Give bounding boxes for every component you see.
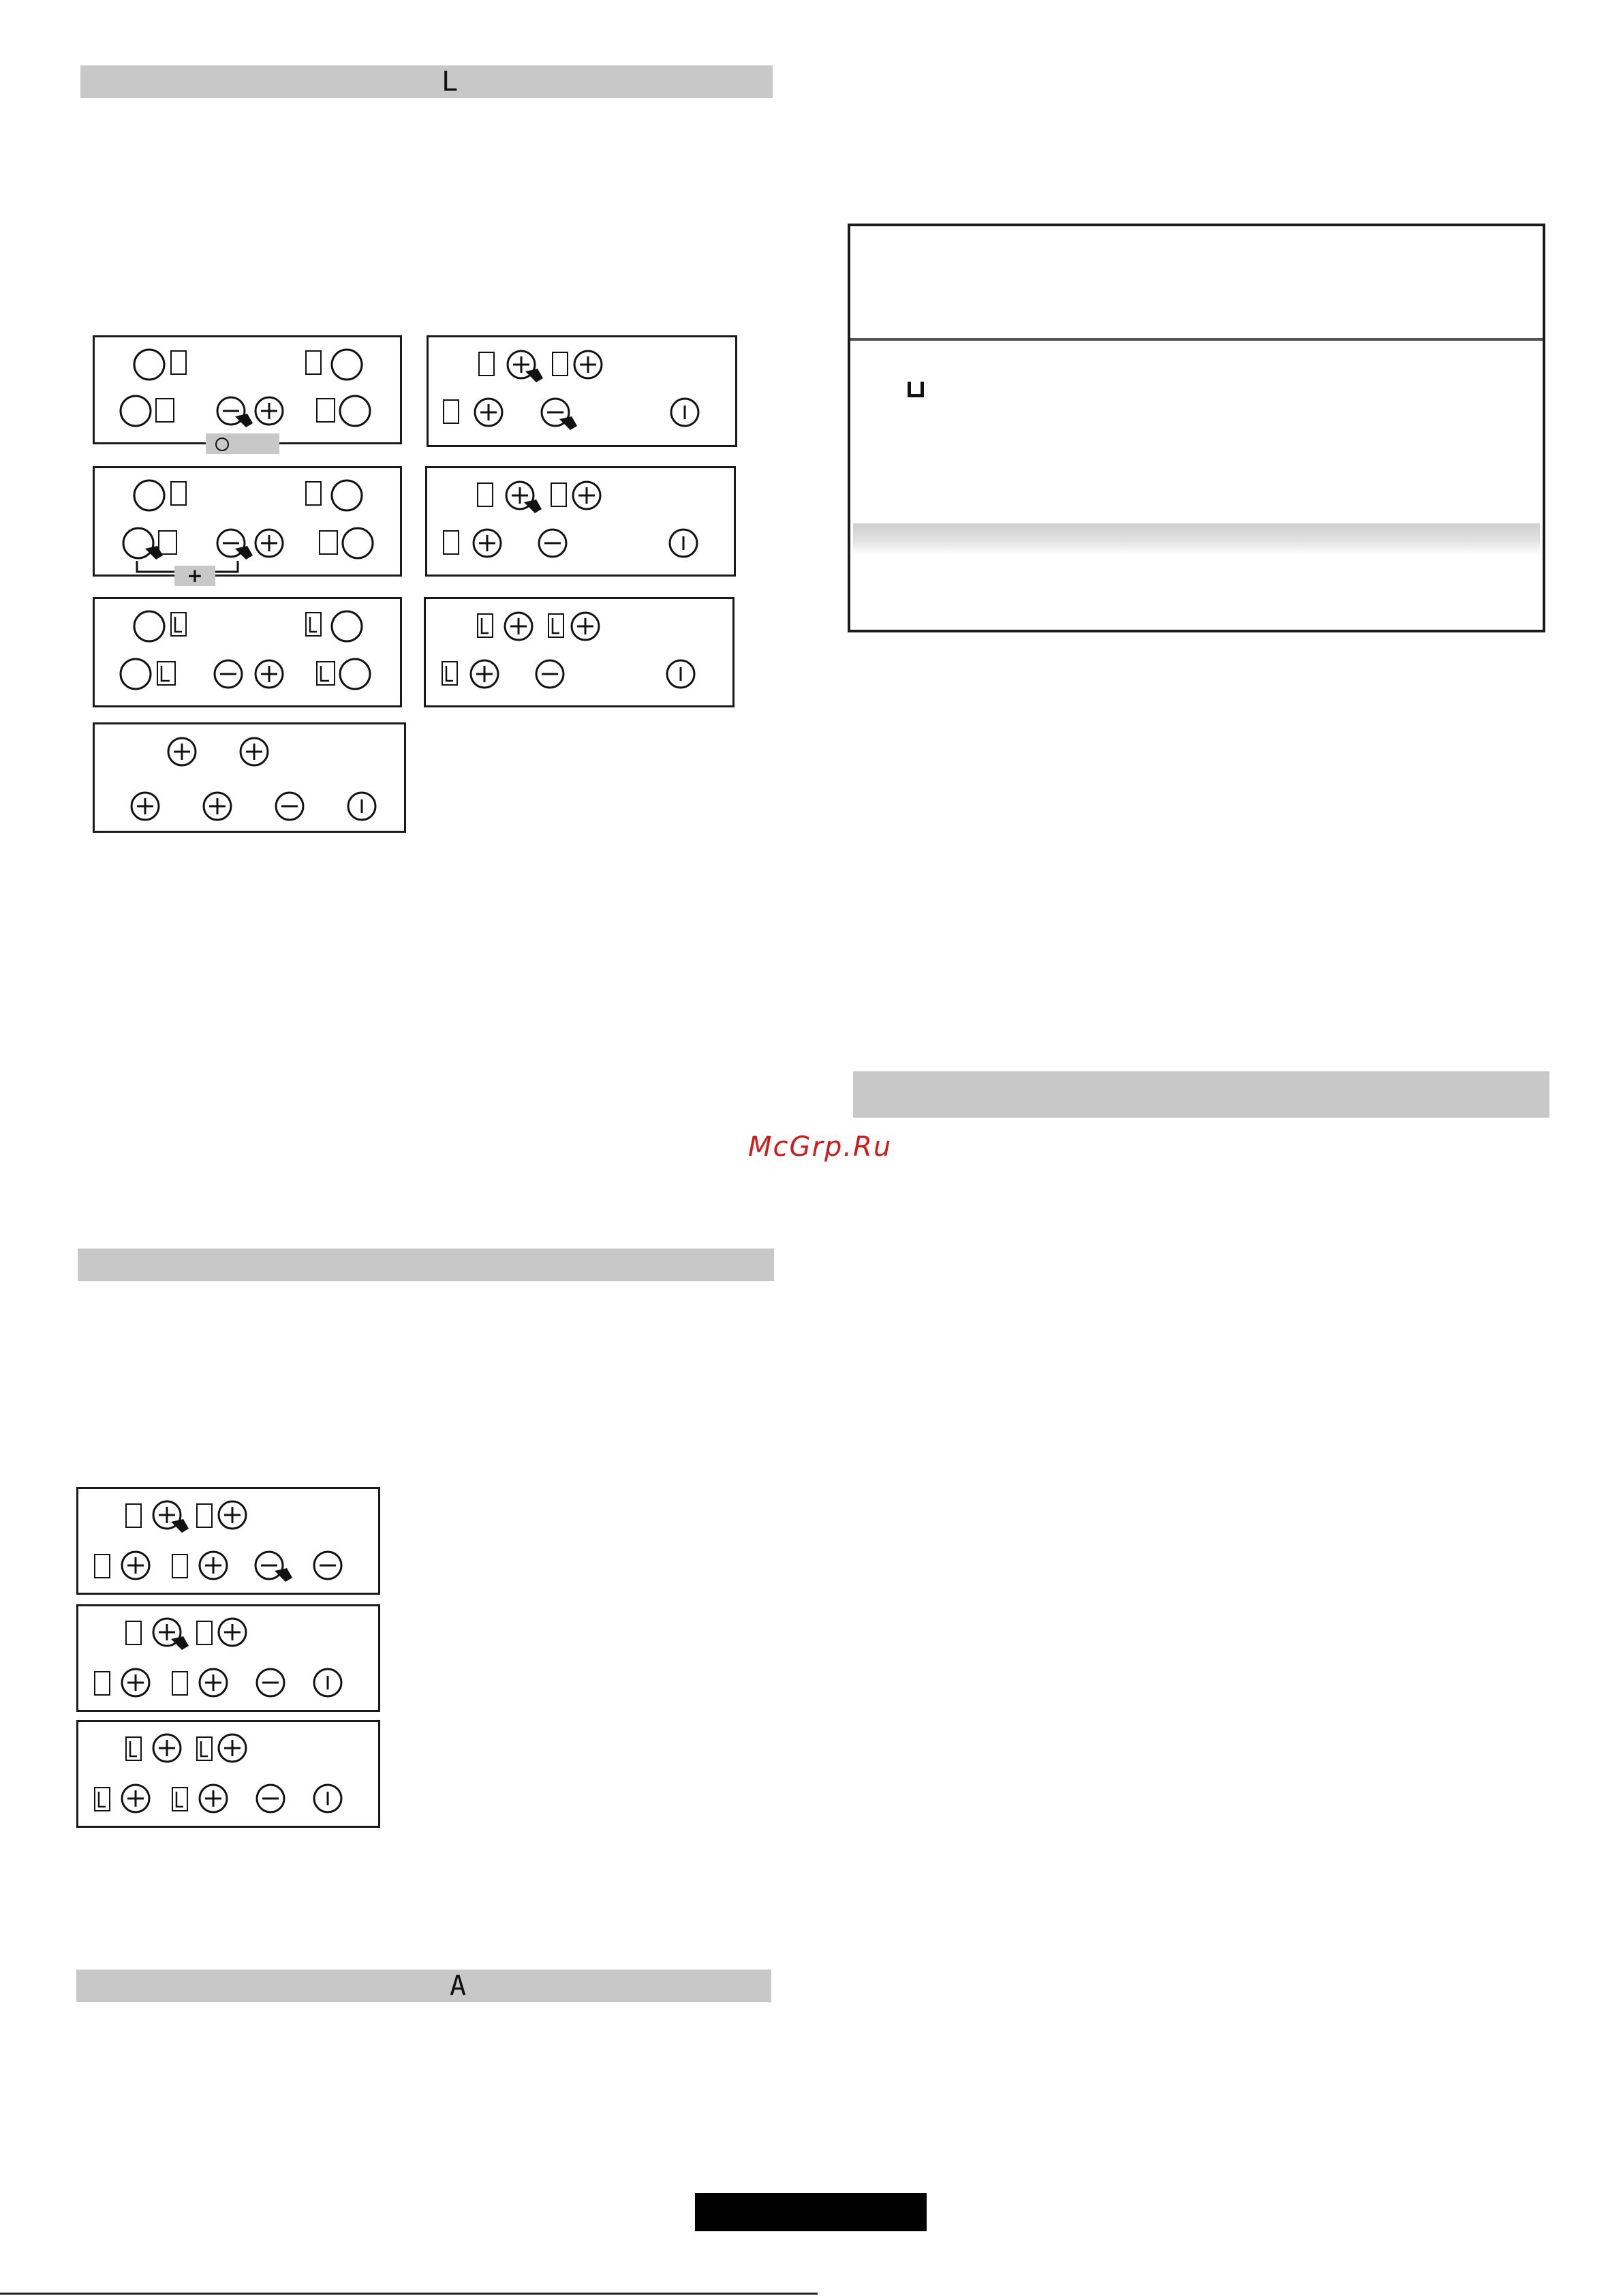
cooktop-diagram	[78, 1489, 378, 1593]
burner-ring-icon	[340, 396, 370, 426]
display-icon	[306, 351, 321, 374]
page-number-block	[695, 2193, 927, 2231]
display-icon	[156, 399, 174, 422]
control-panel-lower-3	[76, 1720, 380, 1828]
section-header-bar-right	[853, 1071, 1549, 1118]
clock-icon	[215, 438, 229, 451]
cooktop-diagram	[95, 724, 404, 831]
section-header-bar-lock	[80, 65, 773, 98]
burner-ring-icon	[332, 350, 362, 380]
info-box-band	[853, 523, 1540, 555]
control-panel-lower-1	[76, 1487, 380, 1595]
cooktop-diagram	[78, 1606, 378, 1710]
display-icon	[317, 399, 335, 422]
cooktop-diagram	[429, 337, 735, 445]
control-panel-lower-2	[76, 1604, 380, 1712]
finger-touch-icon	[235, 414, 253, 427]
auto-symbol: A	[450, 1970, 467, 2002]
plus-bar-label: +	[187, 564, 203, 587]
display-icon	[171, 351, 186, 374]
cooktop-diagram	[95, 599, 400, 705]
footer-rule	[0, 2293, 818, 2295]
info-box-divider	[850, 338, 1543, 341]
section-header-bar-auto	[76, 1970, 771, 2002]
control-panel-step-4	[93, 722, 406, 833]
timer-bar	[206, 433, 279, 454]
burner-ring-icon	[134, 350, 164, 380]
info-box	[848, 224, 1545, 632]
residual-heat-symbol	[908, 382, 924, 397]
cooktop-diagram	[95, 468, 400, 575]
section-header-bar-2	[78, 1249, 774, 1281]
cooktop-diagram	[95, 337, 400, 442]
watermark: McGrp.Ru	[748, 1131, 893, 1163]
cooktop-diagram	[427, 468, 734, 575]
control-panel-step-2	[93, 466, 402, 577]
control-panel-locked-b	[424, 597, 735, 707]
control-panel-step-2b	[425, 466, 736, 577]
plus-bar	[174, 566, 215, 586]
cooktop-diagram	[426, 599, 732, 705]
control-panel-locked	[93, 597, 402, 707]
lock-symbol: L	[442, 66, 459, 97]
control-panel-step-1	[93, 335, 402, 444]
cooktop-diagram	[78, 1722, 378, 1826]
burner-ring-icon	[121, 396, 151, 426]
control-panel-step-1b	[427, 335, 737, 447]
